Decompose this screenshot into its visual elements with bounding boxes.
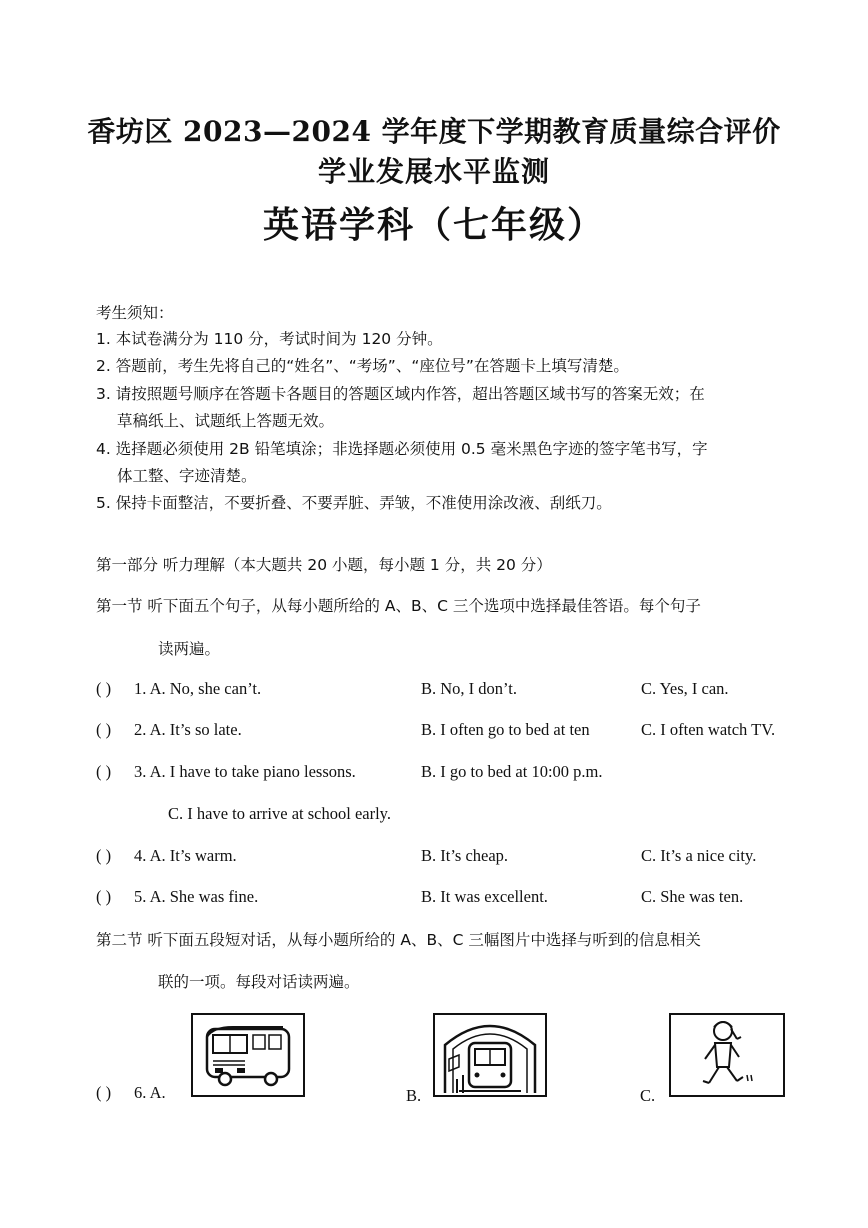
option-b: B. I go to bed at 10:00 p.m. [421,762,603,781]
question-4 [96,846,816,870]
question-6-label-a: 6. A. [134,1083,166,1102]
question-6-blank[interactable]: ( ) [96,1083,112,1102]
question-6-label-c: C. [640,1086,656,1105]
notice-heading: 考生须知： [96,304,174,322]
notice-item-1: 1. 本试卷满分为 110 分，考试时间为 120 分钟。 [96,330,443,348]
section2-instruction: 第二节 听下面五段短对话，从每小题所给的 A、B、C 三幅图片中选择与听到的信息相关 [96,931,701,949]
answer-blank[interactable]: ( ) [96,846,112,865]
answer-blank[interactable]: ( ) [96,887,112,906]
question-3-option-c: C. I have to arrive at school early. [168,804,391,823]
option-a: 4. A. It’s warm. [134,846,237,865]
walking-girl-picture[interactable] [669,1013,785,1097]
exam-title-line1: 香坊区 2023—2024 学年度下学期教育质量综合评价 [87,115,781,148]
notice-item-4: 4. 选择题必须使用 2B 铅笔填涂；非选择题必须使用 0.5 毫米黑色字迹的签字笔书写，字 [96,440,708,458]
section1-instruction-cont: 读两遍。 [158,640,221,658]
exam-title-line2: 学业发展水平监测 [317,155,550,188]
subway-picture[interactable] [433,1013,547,1097]
answer-blank[interactable]: ( ) [96,720,112,739]
option-b: B. It’s cheap. [421,846,509,865]
section1-instruction: 第一节 听下面五个句子，从每小题所给的 A、B、C 三个选项中选择最佳答语。每个句子 [96,597,701,615]
subway-train-icon [435,1015,545,1095]
option-c: C. It’s a nice city. [641,846,757,865]
notice-item-5: 5. 保持卡面整洁，不要折叠、不要弄脏、弄皱，不准使用涂改液、刮纸刀。 [96,494,612,512]
option-b: B. No, I don’t. [421,679,517,698]
option-a: 3. A. I have to take piano lessons. [134,762,356,781]
option-c: C. Yes, I can. [641,679,729,698]
notice-item-2: 2. 答题前，考生先将自己的“姓名”、“考场”、“座位号”在答题卡上填写清楚。 [96,357,629,375]
question-1 [96,679,816,703]
notice-item-3: 3. 请按照题号顺序在答题卡各题目的答题区域内作答，超出答题区域书写的答案无效；在 [96,385,705,403]
question-3 [96,762,816,786]
option-b: B. It was excellent. [421,887,548,906]
exam-subject-title: 英语学科（七年级） [262,204,605,246]
notice-item-3-cont: 草稿纸上、试题纸上答题无效。 [117,412,335,430]
question-2 [96,720,816,744]
option-c: C. She was ten. [641,887,744,906]
option-a: 2. A. It’s so late. [134,720,242,739]
question-5 [96,887,816,911]
option-a: 1. A. No, she can’t. [134,679,262,698]
part1-heading: 第一部分 听力理解（本大题共 20 小题，每小题 1 分，共 20 分） [96,556,552,574]
option-c: C. I often watch TV. [641,720,776,739]
bus-icon [193,1015,303,1095]
section2-instruction-cont: 联的一项。每段对话读两遍。 [158,973,360,991]
bus-picture[interactable] [191,1013,305,1097]
option-b: B. I often go to bed at ten [421,720,590,739]
answer-blank[interactable]: ( ) [96,762,112,781]
notice-item-4-cont: 体工整、字迹清楚。 [117,467,257,485]
walking-person-icon [671,1015,783,1095]
option-a: 5. A. She was fine. [134,887,259,906]
answer-blank[interactable]: ( ) [96,679,112,698]
question-6-label-b: B. [406,1086,422,1105]
